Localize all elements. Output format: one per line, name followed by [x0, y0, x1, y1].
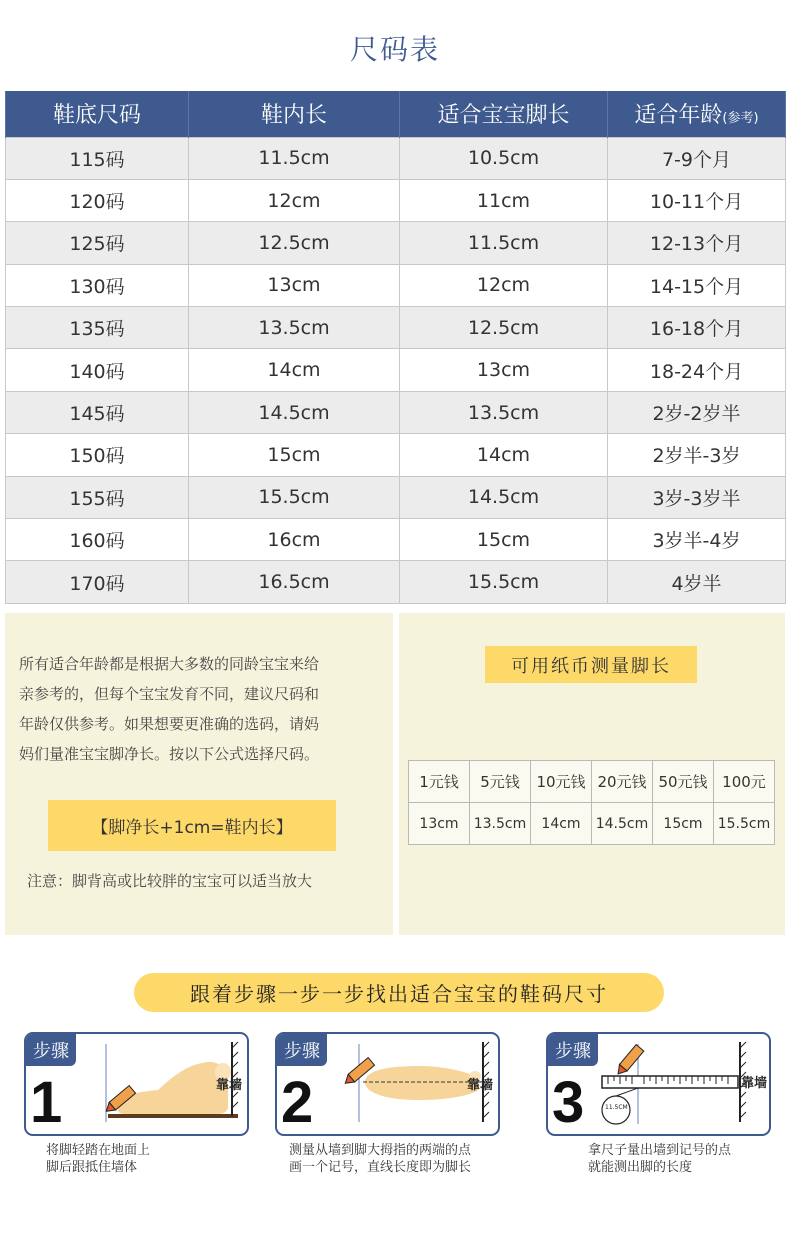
- steps-heading: 跟着步骤一步一步找出适合宝宝的鞋码尺寸: [134, 973, 664, 1012]
- caption-line: 拿尺子量出墙到记号的点: [588, 1143, 732, 1158]
- cell-age: 4岁半: [608, 561, 786, 603]
- bill-name: 1元钱: [409, 761, 470, 803]
- size-table-row: [6, 137, 786, 179]
- size-table-row: [6, 519, 786, 561]
- wall-label: 靠墙: [741, 1076, 768, 1091]
- bill-table: [408, 760, 775, 845]
- wall-label: 靠墙: [216, 1078, 243, 1093]
- cell-foot-length: 13.5cm: [400, 391, 608, 433]
- cell-sole-size: 150码: [6, 434, 189, 476]
- size-table-row: [6, 349, 786, 391]
- advice-line: 妈们量准宝宝脚净长。按以下公式选择尺码。: [19, 745, 320, 763]
- advice-panel: [5, 613, 393, 935]
- cell-sole-size: 130码: [6, 264, 189, 306]
- cell-foot-length: 13cm: [400, 349, 608, 391]
- cell-inner-length: 13.5cm: [189, 307, 400, 349]
- size-table-row: [6, 307, 786, 349]
- bill-name: 100元: [714, 761, 775, 803]
- cell-inner-length: 16.5cm: [189, 561, 400, 603]
- bill-name: 5元钱: [470, 761, 531, 803]
- cell-age: 10-11个月: [608, 179, 786, 221]
- bill-length: 15.5cm: [714, 803, 775, 845]
- bill-name: 50元钱: [653, 761, 714, 803]
- cell-age: 3岁半-4岁: [608, 519, 786, 561]
- advice-text: [19, 649, 389, 769]
- cell-foot-length: 14cm: [400, 434, 608, 476]
- cell-inner-length: 14.5cm: [189, 391, 400, 433]
- header-sole-size: 鞋底尺码: [6, 91, 189, 137]
- bill-length: 13cm: [409, 803, 470, 845]
- cell-age: 12-13个月: [608, 222, 786, 264]
- formula-box: 【脚净长+1cm=鞋内长】: [48, 800, 336, 851]
- cell-inner-length: 15cm: [189, 434, 400, 476]
- cell-age: 18-24个月: [608, 349, 786, 391]
- header-age-note: (参考): [722, 111, 759, 127]
- step-number: 2: [281, 1070, 314, 1135]
- page-title: 尺码表: [349, 33, 440, 66]
- bill-measure-panel: [399, 613, 785, 935]
- wall-label: 靠墙: [467, 1078, 494, 1093]
- bill-length: 14.5cm: [592, 803, 653, 845]
- cell-inner-length: 12cm: [189, 179, 400, 221]
- step-number: 1: [30, 1070, 63, 1135]
- advice-line: 年龄仅供参考。如果想要更准确的选码，请妈: [19, 715, 320, 733]
- advice-line: 亲参考的，但每个宝宝发育不同，建议尺码和: [19, 685, 320, 703]
- size-table-row: [6, 561, 786, 603]
- size-table-row: [6, 391, 786, 433]
- bill-name: 10元钱: [531, 761, 592, 803]
- step-tag: 步骤: [277, 1034, 327, 1066]
- steps-section: [0, 940, 790, 1236]
- size-table-body: [6, 137, 786, 603]
- step-caption-2: [289, 1142, 471, 1176]
- cell-foot-length: 12.5cm: [400, 307, 608, 349]
- size-table-row: [6, 476, 786, 518]
- bill-measure-heading: 可用纸币测量脚长: [485, 646, 697, 683]
- cell-age: 3岁-3岁半: [608, 476, 786, 518]
- cell-sole-size: 160码: [6, 519, 189, 561]
- size-table-row: [6, 179, 786, 221]
- caption-line: 脚后跟抵住墙体: [46, 1160, 138, 1175]
- bill-name: 20元钱: [592, 761, 653, 803]
- cell-age: 2岁半-3岁: [608, 434, 786, 476]
- cell-age: 2岁-2岁半: [608, 391, 786, 433]
- header-age: [608, 91, 786, 137]
- size-table-row: [6, 434, 786, 476]
- cell-foot-length: 15.5cm: [400, 561, 608, 603]
- header-foot-length: 适合宝宝脚长: [400, 91, 608, 137]
- cell-foot-length: 11cm: [400, 179, 608, 221]
- step-tag: 步骤: [26, 1034, 76, 1066]
- size-table-row: [6, 222, 786, 264]
- cell-sole-size: 145码: [6, 391, 189, 433]
- cell-sole-size: 170码: [6, 561, 189, 603]
- cell-sole-size: 155码: [6, 476, 189, 518]
- cell-inner-length: 14cm: [189, 349, 400, 391]
- cell-foot-length: 14.5cm: [400, 476, 608, 518]
- caption-line: 将脚轻踏在地面上: [46, 1143, 151, 1158]
- size-table-header-row: [6, 91, 786, 137]
- advice-note: 注意：脚背高或比较胖的宝宝可以适当放大: [27, 872, 313, 890]
- step-card-3: [546, 1032, 771, 1136]
- cell-sole-size: 140码: [6, 349, 189, 391]
- bill-name-row: [409, 761, 775, 803]
- cell-inner-length: 11.5cm: [189, 137, 400, 179]
- cell-age: 7-9个月: [608, 137, 786, 179]
- cell-sole-size: 135码: [6, 307, 189, 349]
- cell-age: 16-18个月: [608, 307, 786, 349]
- step-caption-3: [588, 1142, 731, 1176]
- step-card-1: [24, 1032, 249, 1136]
- cell-sole-size: 115码: [6, 137, 189, 179]
- advice-line: 所有适合年龄都是根据大多数的同龄宝宝来给: [19, 655, 320, 673]
- step-number: 3: [552, 1070, 585, 1135]
- step-card-2: [275, 1032, 500, 1136]
- cell-sole-size: 120码: [6, 179, 189, 221]
- cell-inner-length: 13cm: [189, 264, 400, 306]
- cell-sole-size: 125码: [6, 222, 189, 264]
- cell-foot-length: 12cm: [400, 264, 608, 306]
- cell-foot-length: 15cm: [400, 519, 608, 561]
- size-table-row: [6, 264, 786, 306]
- ruler-reading: 11.5CM: [605, 1104, 628, 1111]
- cell-inner-length: 15.5cm: [189, 476, 400, 518]
- caption-line: 画一个记号，直线长度即为脚长: [289, 1160, 472, 1175]
- cell-foot-length: 10.5cm: [400, 137, 608, 179]
- bill-length-row: [409, 803, 775, 845]
- bill-length: 15cm: [653, 803, 714, 845]
- header-inner-length: 鞋内长: [189, 91, 400, 137]
- step-caption-1: [46, 1142, 150, 1176]
- caption-line: 测量从墙到脚大拇指的两端的点: [289, 1143, 472, 1158]
- cell-age: 14-15个月: [608, 264, 786, 306]
- bill-length: 14cm: [531, 803, 592, 845]
- header-age-label: 适合年龄: [634, 103, 723, 129]
- caption-line: 就能测出脚的长度: [588, 1160, 693, 1175]
- cell-inner-length: 12.5cm: [189, 222, 400, 264]
- size-table: [5, 91, 786, 604]
- step-tag: 步骤: [548, 1034, 598, 1066]
- cell-foot-length: 11.5cm: [400, 222, 608, 264]
- bill-length: 13.5cm: [470, 803, 531, 845]
- cell-inner-length: 16cm: [189, 519, 400, 561]
